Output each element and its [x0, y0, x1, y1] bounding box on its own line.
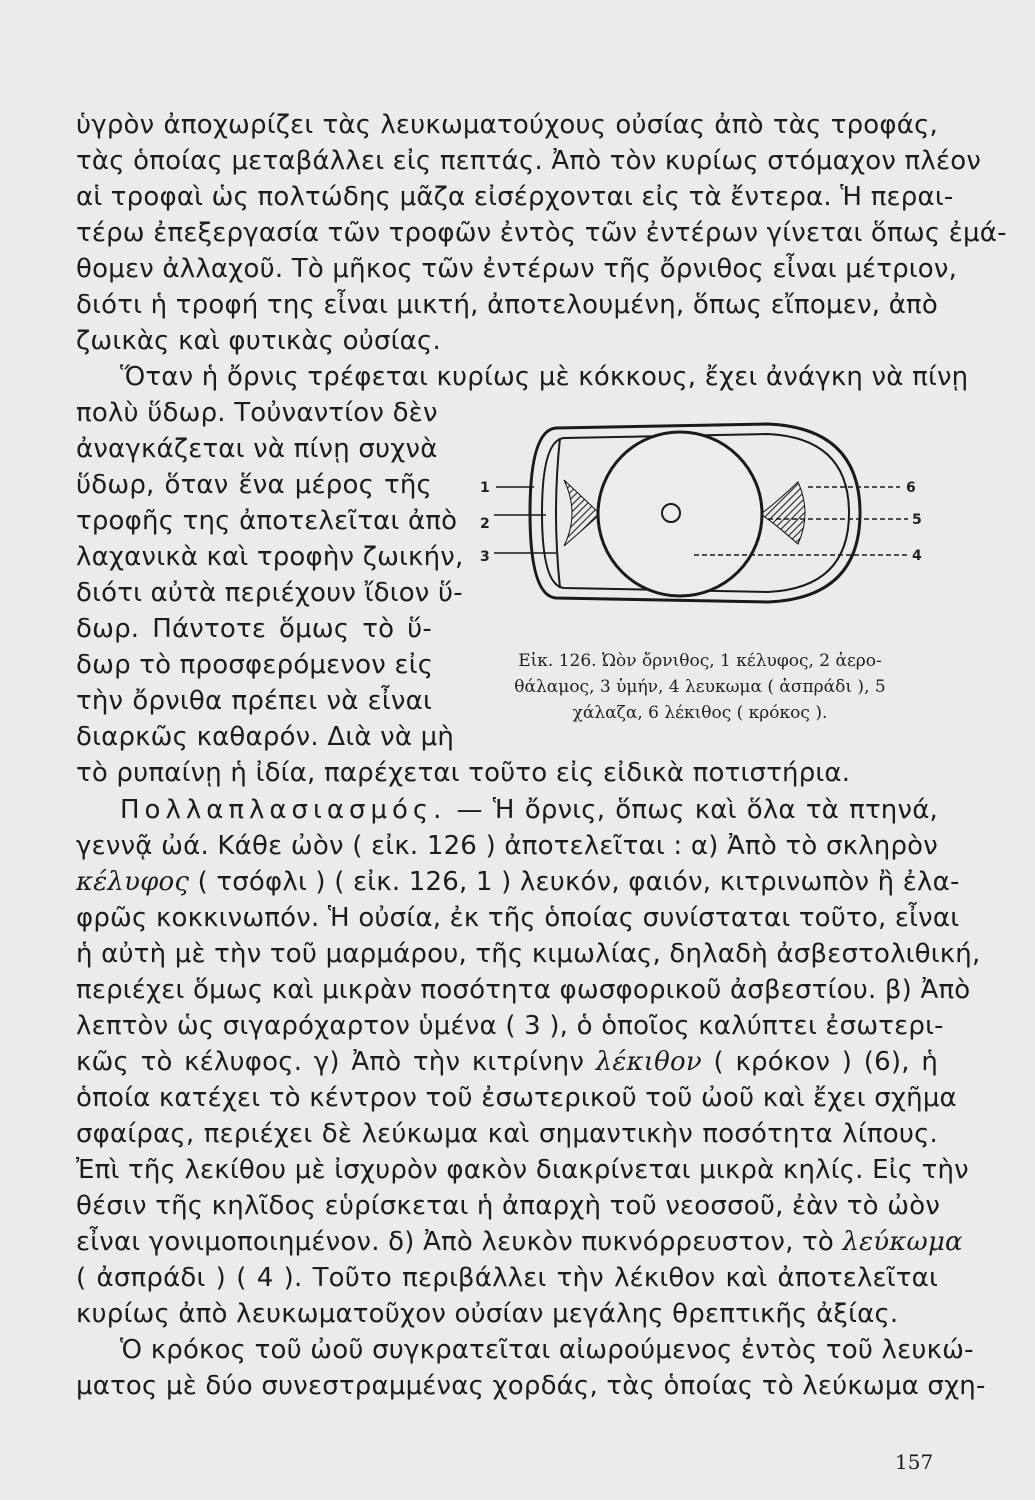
text-span: — Ἡ ὄρνις, ὅπως καὶ ὅλα τὰ πτηνά, — [446, 795, 938, 825]
text-line: θομεν ἀλλαχοῦ. Τὸ μῆκος τῶν ἐντέρων τῆς ὄρνιθος εἶναι μέτριον, — [76, 254, 958, 284]
text-line: φρῶς κοκκινωπόν. Ἡ οὐσία, ἐκ τῆς ὁποίας συνίσταται τοῦτο, εἶναι — [76, 903, 960, 933]
text-line — [76, 1224, 963, 1260]
text-line — [76, 1044, 938, 1080]
text-line: δωρ τὸ προσφερόμενον εἰς — [76, 650, 434, 680]
text-line: Ὁ κρόκος τοῦ ὠοῦ συγκρατεῖται αἰωρούμενος ἐντὸς τοῦ λευκώ- — [120, 1335, 974, 1365]
text-line: λεπτὸν ὡς σιγαρόχαρτον ὑμένα ( 3 ), ὁ ὁποῖος καλύπτει ἐσωτερι- — [76, 1011, 944, 1041]
text-span: εἶναι γονιμοποιημένον. δ) Ἀπὸ λευκὸν πυκνόρρευστον, τὸ — [76, 1227, 843, 1257]
figure-label-4: 4 — [912, 548, 922, 564]
chalaza-right — [760, 482, 805, 544]
chalaza-left — [564, 480, 600, 546]
text-line: θέσιν τῆς κηλῖδος εὑρίσκεται ἡ ἀπαρχὴ τοῦ νεοσσοῦ, ἐὰν τὸ ὠὸν — [76, 1191, 941, 1221]
text-line: γεννᾷ ὠά. Κάθε ὠὸν ( εἰκ. 126 ) ἀποτελεῖται : α) Ἀπὸ τὸ σκληρὸν — [76, 831, 938, 861]
text-line: διότι αὐτὰ περιέχουν ἴδιον ὕ- — [76, 578, 463, 608]
text-line: τὸ ρυπαίνῃ ἡ ἰδία, παρέχεται τοῦτο εἰς εἰδικὰ ποτιστήρια. — [76, 758, 851, 788]
text-line: ζωικὰς καὶ φυτικὰς οὐσίας. — [76, 326, 441, 356]
figure-label-2: 2 — [480, 516, 490, 532]
caption-line: χάλαζα, 6 λέκιθος ( κρόκος ). — [572, 703, 828, 723]
term-kelyfos: κέλυφος — [76, 867, 190, 897]
figure-caption — [462, 648, 938, 726]
text-line: ἡ αὐτὴ μὲ τὴν τοῦ μαρμάρου, τῆς κιμωλίας, δηλαδὴ ἀσβεστολιθική, — [76, 939, 981, 969]
air-chamber-line — [556, 438, 560, 588]
term-lekithos: λέκιθον — [595, 1047, 702, 1077]
caption-line: θάλαμος, 3 ὑμήν, 4 λευκωμα ( ἀσπράδι ), 5 — [514, 677, 886, 697]
text-line: ὁποία κατέχει τὸ κέντρον τοῦ ἐσωτερικοῦ τοῦ ὠοῦ καὶ ἔχει σχῆμα — [76, 1083, 957, 1113]
page-number: 157 — [895, 1450, 934, 1474]
text-span: ( κρόκον ) (6), ἡ — [701, 1047, 938, 1077]
text-line: αἱ τροφαὶ ὡς πολτώδης μᾶζα εἰσέρχονται εἰς τὰ ἔντερα. Ἡ περαι- — [76, 182, 954, 212]
text-line: Ὅταν ἡ ὄρνις τρέφεται κυρίως μὲ κόκκους, ἔχει ἀνάγκη νὰ πίνῃ — [120, 362, 969, 392]
text-line: ( ἀσπράδι ) ( 4 ). Τοῦτο περιβάλλει τὴν λέκιθον καὶ ἀποτελεῖται — [76, 1263, 938, 1293]
egg-diagram — [468, 410, 938, 610]
text-line: κυρίως ἀπὸ λευκωματοῦχον οὐσίαν μεγάλης θρεπτικῆς ἀξίας. — [76, 1299, 899, 1329]
section-heading: Πολλαπλασιασμός. — [120, 795, 447, 825]
text-line: περιέχει ὅμως καὶ μικρὰν ποσότητα φωσφορικοῦ ἀσβεστίου. β) Ἀπὸ — [76, 975, 971, 1005]
text-span: ( τσόφλι ) ( εἰκ. 126, 1 ) λευκόν, φαιόν, κιτρινωπὸν ἢ ἐλα- — [189, 867, 960, 897]
text-line: ὕδωρ, ὅταν ἕνα μέρος τῆς — [76, 470, 432, 500]
text-line: τέρω ἐπεξεργασία τῶν τροφῶν ἐντὸς τῶν ἐντέρων γίνεται ὅπως ἐμά- — [76, 218, 1007, 248]
text-line: διαρκῶς καθαρόν. Διὰ νὰ μὴ — [76, 722, 455, 752]
text-line: πολὺ ὕδωρ. Τοὐναντίον δὲν — [76, 398, 438, 428]
text-line: δωρ. Πάντοτε ὅμως τὸ ὕ- — [76, 614, 432, 644]
text-line — [76, 864, 960, 900]
text-line: ὑγρὸν ἀποχωρίζει τὰς λευκωματούχους οὐσίας ἀπὸ τὰς τροφάς, — [76, 110, 938, 140]
text-line — [76, 792, 938, 828]
text-line: Ἐπὶ τῆς λεκίθου μὲ ἰσχυρὸν φακὸν διακρίνεται μικρὰ κηλίς. Εἰς τὴν — [76, 1155, 969, 1185]
text-line: σφαίρας, περιέχει δὲ λεύκωμα καὶ σημαντικὴν ποσότητα λίπους. — [76, 1119, 938, 1149]
text-line: λαχανικὰ καὶ τροφὴν ζωικήν, — [76, 542, 464, 572]
caption-line: Εἰκ. 126. Ὠὸν ὄρνιθος, 1 κέλυφος, 2 ἀερο- — [518, 651, 882, 671]
text-line: ἀναγκάζεται νὰ πίνῃ συχνὰ — [76, 434, 438, 464]
figure-label-5: 5 — [912, 512, 922, 528]
text-line: διότι ἡ τροφή της εἶναι μικτή, ἀποτελουμένη, ὅπως εἴπομεν, ἀπὸ — [76, 290, 938, 320]
text-line: τὴν ὄρνιθα πρέπει νὰ εἶναι — [76, 686, 432, 716]
figure-label-6: 6 — [906, 480, 916, 496]
figure-label-1: 1 — [480, 480, 490, 496]
text-line: τροφῆς της ἀποτελεῖται ἀπὸ — [76, 506, 458, 536]
term-leukoma: λεύκωμα — [842, 1227, 963, 1257]
text-span: κῶς τὸ κέλυφος. γ) Ἀπὸ τὴν κιτρίνην — [76, 1047, 596, 1077]
text-line: τὰς ὁποίας μεταβάλλει εἰς πεπτάς. Ἀπὸ τὸν κυρίως στόμαχον πλέον — [76, 146, 982, 176]
figure-label-3: 3 — [480, 549, 490, 565]
text-line: ματος μὲ δύο συνεστραμμένας χορδάς, τὰς ὁποίας τὸ λεύκωμα σχη- — [76, 1371, 986, 1401]
